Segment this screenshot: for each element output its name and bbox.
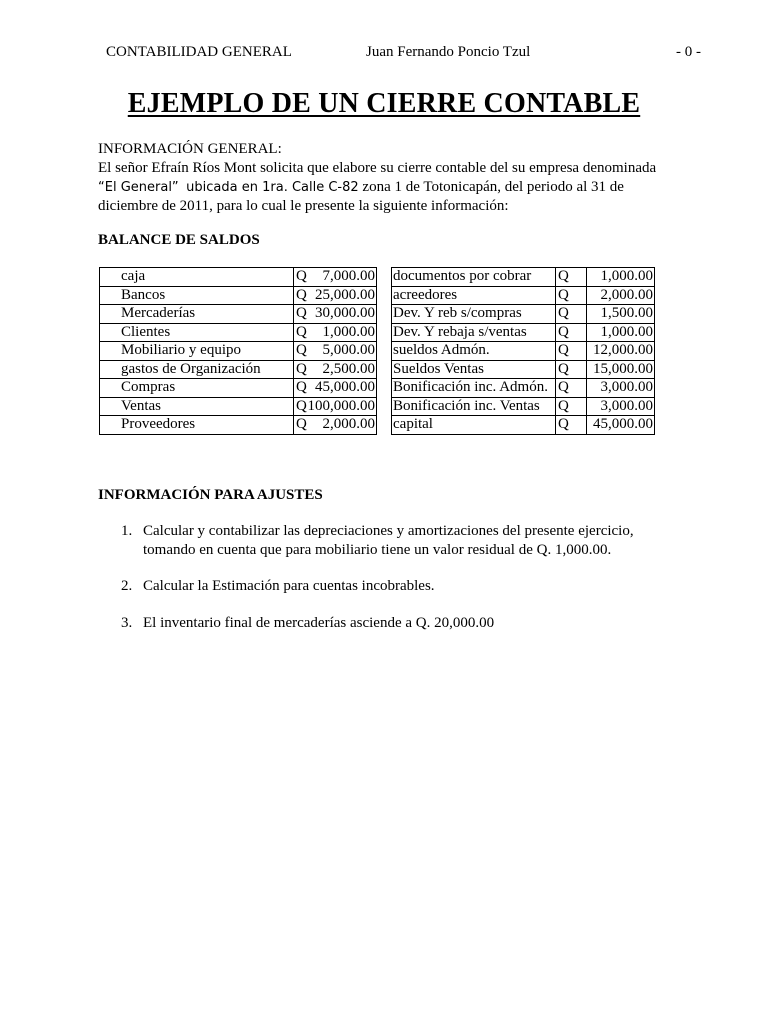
- left-amount: [294, 323, 377, 342]
- right-amount: 1,500.00: [587, 305, 655, 324]
- right-currency: Q: [556, 416, 587, 435]
- balance-row: [100, 323, 655, 342]
- left-currency: Q: [296, 305, 307, 321]
- header-page-number: - 0 -: [676, 44, 701, 60]
- left-value: 30,000.00: [315, 305, 375, 321]
- left-value: 7,000.00: [322, 268, 375, 284]
- left-amount: [294, 286, 377, 305]
- info-location: ubicada en 1ra. Calle C-82: [186, 179, 359, 195]
- row-spacer: [100, 342, 121, 361]
- right-account-name: sueldos Admón.: [392, 342, 556, 361]
- left-account-name: Ventas: [120, 397, 294, 416]
- adjustment-text: Calcular la Estimación para cuentas incobrables.: [143, 578, 435, 594]
- right-amount: 3,000.00: [587, 397, 655, 416]
- balance-row: [100, 379, 655, 398]
- column-gap: [377, 268, 392, 287]
- adjustment-item: [98, 577, 643, 596]
- info-line-1: El señor Efraín Ríos Mont solicita que elabore su cierre contable del su empresa denominada: [98, 160, 657, 176]
- general-info-paragraph: [98, 159, 671, 216]
- right-amount: 1,000.00: [587, 268, 655, 287]
- left-account-name: caja: [120, 268, 294, 287]
- left-value: 100,000.00: [307, 397, 375, 414]
- adjustment-item: [98, 614, 643, 633]
- balance-table-body: [100, 268, 655, 435]
- right-currency: Q: [556, 323, 587, 342]
- left-account-name: Mobiliario y equipo: [120, 342, 294, 361]
- right-account-name: documentos por cobrar: [392, 268, 556, 287]
- left-currency: Q: [296, 323, 307, 340]
- column-gap: [377, 342, 392, 361]
- right-currency: Q: [556, 360, 587, 379]
- page-header: [0, 44, 768, 66]
- general-info-heading: INFORMACIÓN GENERAL:: [98, 141, 282, 157]
- left-value: 45,000.00: [315, 379, 375, 395]
- adjustment-item: [98, 522, 643, 559]
- left-amount: [294, 342, 377, 361]
- left-currency: Q: [296, 397, 307, 414]
- column-gap: [377, 323, 392, 342]
- right-currency: Q: [556, 397, 587, 416]
- row-spacer: [100, 268, 121, 287]
- row-spacer: [100, 305, 121, 324]
- left-account-name: Mercaderías: [120, 305, 294, 324]
- right-account-name: Dev. Y reb s/compras: [392, 305, 556, 324]
- column-gap: [377, 305, 392, 324]
- left-amount: [294, 397, 377, 416]
- row-spacer: [100, 416, 121, 435]
- row-spacer: [100, 397, 121, 416]
- info-line-3: diciembre de 2011, para lo cual le presente la siguiente información:: [98, 198, 509, 214]
- row-spacer: [100, 286, 121, 305]
- column-gap: [377, 416, 392, 435]
- adjustment-number: 2.: [121, 578, 133, 594]
- right-amount: 15,000.00: [587, 360, 655, 379]
- left-value: 5,000.00: [322, 342, 375, 358]
- left-value: 2,500.00: [322, 360, 375, 377]
- balance-row: [100, 305, 655, 324]
- row-spacer: [100, 360, 121, 379]
- header-author: Juan Fernando Poncio Tzul: [366, 44, 531, 60]
- left-currency: Q: [296, 286, 307, 303]
- left-currency: Q: [296, 360, 307, 377]
- document-title: EJEMPLO DE UN CIERRE CONTABLE: [127, 88, 641, 119]
- left-amount: [294, 379, 377, 398]
- left-currency: Q: [296, 416, 307, 432]
- left-account-name: Bancos: [120, 286, 294, 305]
- right-amount: 12,000.00: [587, 342, 655, 361]
- right-currency: Q: [556, 342, 587, 361]
- adjustment-number: 3.: [121, 614, 133, 631]
- row-spacer: [100, 379, 121, 398]
- right-currency: Q: [556, 286, 587, 305]
- right-account-name: capital: [392, 416, 556, 435]
- left-account-name: Proveedores: [120, 416, 294, 435]
- right-amount: 2,000.00: [587, 286, 655, 305]
- balance-row: [100, 360, 655, 379]
- left-currency: Q: [296, 379, 307, 395]
- right-account-name: Bonificación inc. Ventas: [392, 397, 556, 416]
- row-spacer: [100, 323, 121, 342]
- balance-row: [100, 397, 655, 416]
- left-amount: [294, 416, 377, 435]
- left-value: 2,000.00: [322, 416, 375, 432]
- left-account-name: gastos de Organización: [120, 360, 294, 379]
- right-amount: 1,000.00: [587, 323, 655, 342]
- adjustment-number: 1.: [121, 523, 133, 539]
- info-line-2: zona 1 de Totonicapán, del periodo al 31 de: [362, 178, 624, 195]
- adjustment-text: Calcular y contabilizar las depreciaciones y amortizaciones del presente ejercicio, tomando en cuenta que para mobiliario tiene un valor residual de Q. 1,000.00.: [143, 523, 634, 558]
- right-account-name: Dev. Y rebaja s/ventas: [392, 323, 556, 342]
- left-account-name: Compras: [120, 379, 294, 398]
- balance-row: [100, 268, 655, 287]
- column-gap: [377, 379, 392, 398]
- left-value: 25,000.00: [315, 286, 375, 303]
- left-value: 1,000.00: [322, 323, 375, 340]
- header-course-title: CONTABILIDAD GENERAL: [106, 44, 292, 60]
- left-amount: [294, 268, 377, 287]
- balance-table: [99, 267, 655, 435]
- left-amount: [294, 360, 377, 379]
- right-currency: Q: [556, 305, 587, 324]
- right-account-name: Bonificación inc. Admón.: [392, 379, 556, 398]
- left-account-name: Clientes: [120, 323, 294, 342]
- column-gap: [377, 360, 392, 379]
- right-amount: 3,000.00: [587, 379, 655, 398]
- column-gap: [377, 397, 392, 416]
- adjustments-heading: INFORMACIÓN PARA AJUSTES: [98, 487, 323, 503]
- right-account-name: Sueldos Ventas: [392, 360, 556, 379]
- info-company-name: “El General”: [98, 179, 179, 195]
- right-currency: Q: [556, 268, 587, 287]
- right-currency: Q: [556, 379, 587, 398]
- balance-row: [100, 416, 655, 435]
- adjustment-text: El inventario final de mercaderías asciende a Q. 20,000.00: [143, 614, 495, 631]
- left-currency: Q: [296, 268, 307, 284]
- left-amount: [294, 305, 377, 324]
- balance-row: [100, 286, 655, 305]
- left-currency: Q: [296, 342, 307, 358]
- balance-heading: BALANCE DE SALDOS: [98, 232, 260, 248]
- adjustments-list: [98, 522, 643, 632]
- column-gap: [377, 286, 392, 305]
- right-account-name: acreedores: [392, 286, 556, 305]
- balance-row: [100, 342, 655, 361]
- right-amount: 45,000.00: [587, 416, 655, 435]
